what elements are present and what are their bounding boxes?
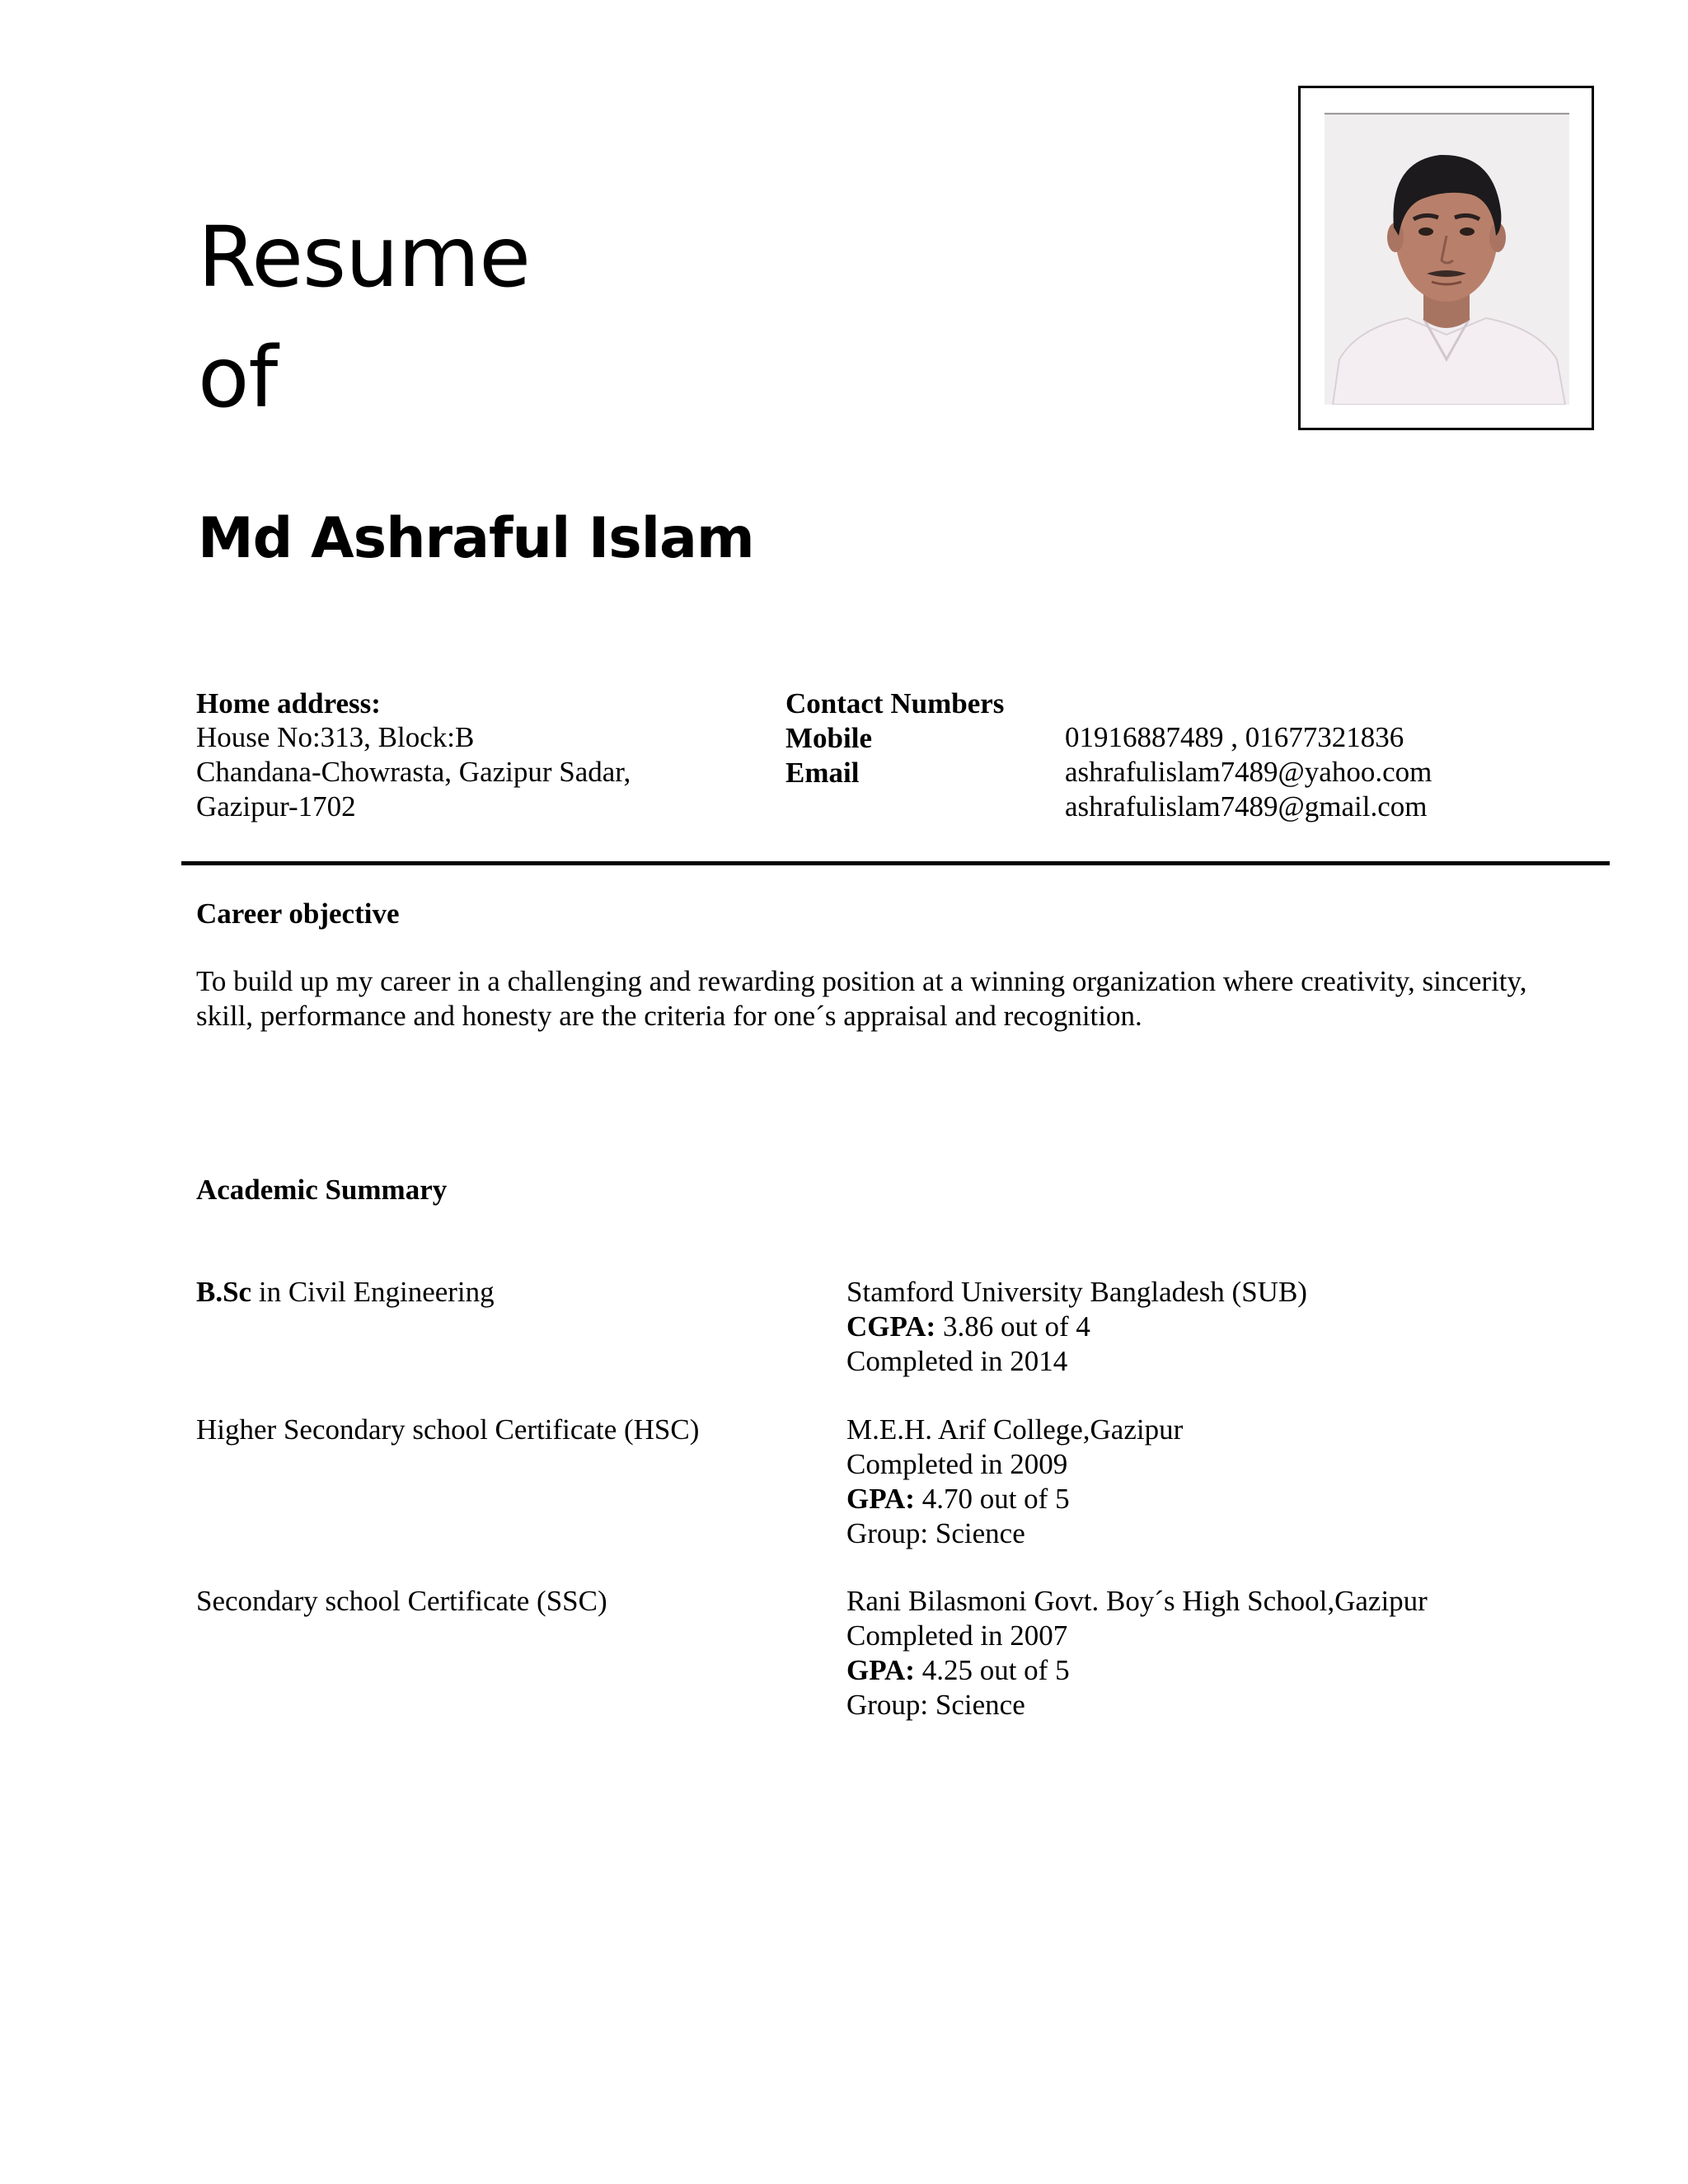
degree-hsc: Higher Secondary school Certificate (HSC) bbox=[196, 1413, 700, 1446]
degree-ssc: Secondary school Certificate (SSC) bbox=[196, 1585, 607, 1617]
hsc-gpa bbox=[846, 1482, 1183, 1516]
portrait-photo-icon bbox=[1325, 112, 1569, 405]
career-line-1: To build up my career in a challenging and rewarding position at a winning organization where creativity, sincerity, bbox=[196, 965, 1527, 997]
portrait-svg bbox=[1325, 112, 1569, 405]
career-objective-heading: Career objective bbox=[196, 898, 400, 930]
bsc-completed: Completed in 2014 bbox=[846, 1345, 1068, 1377]
hsc-group: Group: Science bbox=[846, 1517, 1025, 1549]
mobile-label: Mobile bbox=[785, 722, 872, 754]
photo-frame bbox=[1298, 86, 1594, 430]
email-yahoo: ashrafulislam7489@yahoo.com bbox=[1065, 756, 1432, 788]
address-line-2: Chandana-Chowrasta, Gazipur Sadar, bbox=[196, 756, 631, 788]
mobile-value: 01916887489 , 01677321836 bbox=[1065, 721, 1404, 753]
bsc-cgpa-value: 3.86 out of 4 bbox=[935, 1310, 1090, 1343]
hsc-gpa-label: GPA: bbox=[846, 1483, 915, 1515]
degree-bsc-bold: B.Sc bbox=[196, 1276, 252, 1308]
bsc-institution: Stamford University Bangladesh (SUB) bbox=[846, 1276, 1307, 1308]
bsc-cgpa-label: CGPA: bbox=[846, 1310, 936, 1343]
academic-summary-heading: Academic Summary bbox=[196, 1174, 448, 1206]
email-label: Email bbox=[785, 757, 860, 789]
address-line-1: House No:313, Block:B bbox=[196, 721, 475, 753]
hsc-institution: M.E.H. Arif College,Gazipur bbox=[846, 1413, 1184, 1446]
section-divider bbox=[181, 861, 1610, 865]
ssc-gpa bbox=[846, 1653, 1428, 1688]
contact-numbers-heading: Contact Numbers bbox=[785, 687, 1005, 719]
ssc-group: Group: Science bbox=[846, 1689, 1025, 1721]
title-resume: Resume bbox=[198, 209, 530, 307]
career-line-2: skill, performance and honesty are the criteria for one´s appraisal and recognition. bbox=[196, 1000, 1142, 1032]
ssc-completed: Completed in 2007 bbox=[846, 1619, 1068, 1652]
ssc-institution: Rani Bilasmoni Govt. Boy´s High School,Gazipur bbox=[846, 1585, 1428, 1617]
home-address-heading: Home address: bbox=[196, 687, 381, 719]
ssc-gpa-label: GPA: bbox=[846, 1654, 915, 1686]
ssc-details bbox=[846, 1584, 1428, 1722]
bsc-cgpa bbox=[846, 1310, 1307, 1344]
title-of: of bbox=[198, 329, 278, 427]
hsc-completed: Completed in 2009 bbox=[846, 1448, 1068, 1480]
bsc-details bbox=[846, 1275, 1307, 1379]
hsc-gpa-value: 4.70 out of 5 bbox=[914, 1483, 1070, 1515]
hsc-details bbox=[846, 1413, 1183, 1551]
degree-bsc-rest: in Civil Engineering bbox=[251, 1276, 495, 1308]
address-line-3: Gazipur-1702 bbox=[196, 790, 356, 823]
career-objective-text bbox=[196, 964, 1597, 1033]
candidate-name: Md Ashraful Islam bbox=[198, 506, 754, 571]
ssc-gpa-value: 4.25 out of 5 bbox=[914, 1654, 1070, 1686]
degree-bsc bbox=[196, 1275, 495, 1310]
email-gmail: ashrafulislam7489@gmail.com bbox=[1065, 790, 1428, 823]
